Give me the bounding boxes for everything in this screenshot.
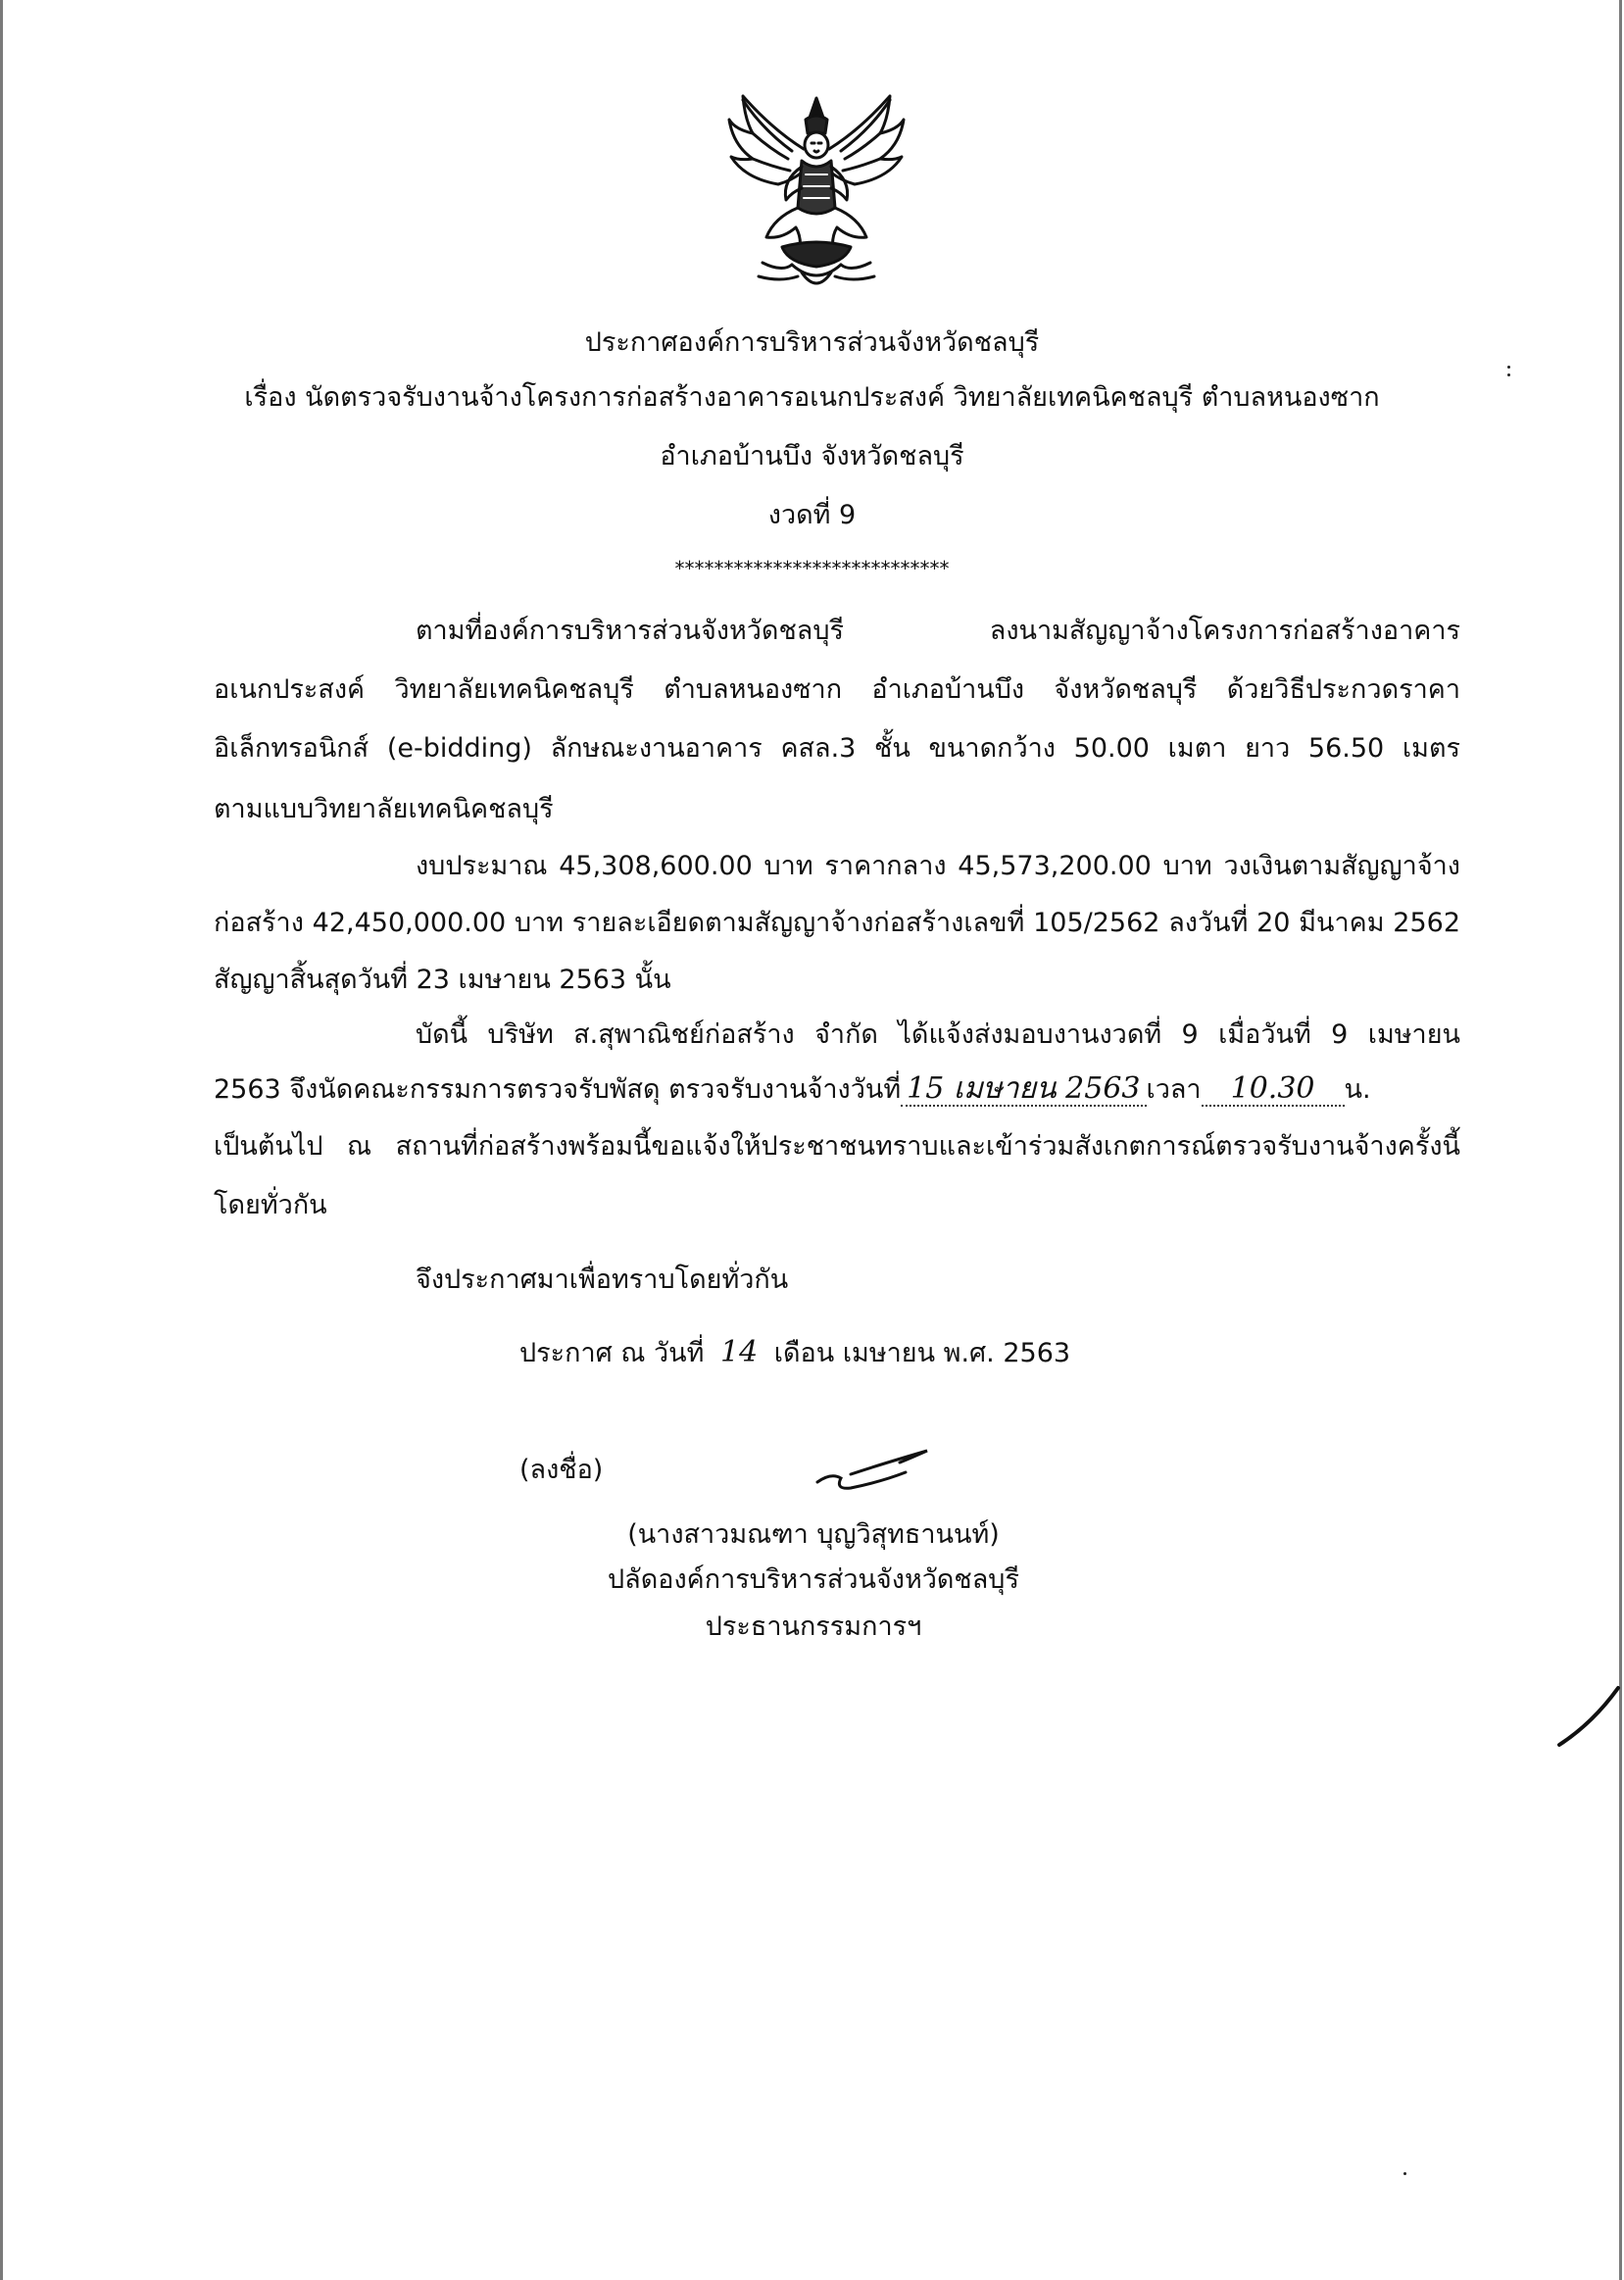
installment-label: งวดที่ 9 xyxy=(767,500,857,530)
inspection-date-handwritten: 15 เมษายน 2563 xyxy=(901,1073,1146,1107)
signatory-position: ปลัดองค์การบริหารส่วนจังหวัดชลบุรี xyxy=(608,1564,1019,1595)
inspection-time-label: เวลา xyxy=(1146,1074,1202,1105)
paragraph-1-line-4: ตามแบบวิทยาลัยเทคนิคชลบุรี xyxy=(214,794,554,824)
announcement-month-year: เดือน เมษายน พ.ศ. 2563 xyxy=(773,1338,1071,1368)
closing-statement: จึงประกาศมาเพื่อทราบโดยทั่วกัน xyxy=(416,1264,789,1295)
paragraph-3-line-4: โดยทั่วกัน xyxy=(214,1190,327,1220)
garuda-emblem-icon xyxy=(723,90,910,298)
paragraph-2-line-1: งบประมาณ 45,308,600.00 บาท ราคากลาง 45,573,200.00 บาท วงเงินตามสัญญาจ้าง xyxy=(416,851,1460,881)
left-scan-edge xyxy=(0,0,3,2280)
scan-dot xyxy=(1403,2172,1406,2175)
announcement-date-prefix: ประกาศ ณ วันที่ xyxy=(519,1338,705,1368)
separator-stars: **************************** xyxy=(674,557,950,580)
inspection-time-handwritten: 10.30 xyxy=(1202,1073,1345,1107)
issuer-title: ประกาศองค์การบริหารส่วนจังหวัดชลบุรี xyxy=(584,327,1040,358)
scan-dot xyxy=(1507,366,1510,369)
right-scan-edge xyxy=(1619,0,1622,2280)
paragraph-2-line-3: สัญญาสิ้นสุดวันที่ 23 เมษายน 2563 นั้น xyxy=(214,965,671,995)
paragraph-1-line-2: อเนกประสงค์ วิทยาลัยเทคนิคชลบุรี ตำบลหนองซาก อำเภอบ้านบึง จังหวัดชลบุรี ด้วยวิธีประกวดราคา xyxy=(214,674,1460,705)
subject-line-1: เรื่อง นัดตรวจรับงานจ้างโครงการก่อสร้างอาคารอเนกประสงค์ วิทยาลัยเทคนิคชลบุรี ตำบลหนองซาก xyxy=(244,382,1380,413)
signatory-name: (นางสาวมณฑา บุญวิสุทธานนท์) xyxy=(627,1519,1000,1550)
paragraph-1-line-1: ตามที่องค์การบริหารส่วนจังหวัดชลบุรี ลงนามสัญญาจ้างโครงการก่อสร้างอาคาร xyxy=(416,616,1460,646)
sign-label: (ลงชื่อ) xyxy=(519,1455,604,1485)
announcement-date xyxy=(519,1333,1070,1373)
subject-line-2: อำเภอบ้านบึง จังหวัดชลบุรี xyxy=(660,441,964,471)
announcement-day-handwritten: 14 xyxy=(720,1335,759,1369)
handwritten-signature-icon xyxy=(812,1443,949,1502)
paragraph-1-line-3: อิเล็กทรอนิกส์ (e-bidding) ลักษณะงานอาคาร คสล.3 ชั้น ขนาดกว้าง 50.00 เมตา ยาว 56.50 เมตร xyxy=(214,733,1460,764)
inspection-time-suffix: น. xyxy=(1344,1074,1371,1105)
margin-slash-mark-icon xyxy=(1553,1684,1622,1753)
inspection-date-prefix: 2563 จึงนัดคณะกรรมการตรวจรับพัสดุ ตรวจรับงานจ้างวันที่ xyxy=(214,1074,902,1105)
paragraph-2-line-2: ก่อสร้าง 42,450,000.00 บาท รายละเอียดตามสัญญาจ้างก่อสร้างเลขที่ 105/2562 ลงวันที่ 20 มีนาคม 2562 xyxy=(214,908,1460,938)
paragraph-3-line-2 xyxy=(214,1070,1460,1110)
signatory-role: ประธานกรรมการฯ xyxy=(705,1611,922,1642)
scan-dot xyxy=(1507,373,1510,376)
paragraph-3-line-3: เป็นต้นไป ณ สถานที่ก่อสร้างพร้อมนี้ขอแจ้งให้ประชาชนทราบและเข้าร่วมสังเกตการณ์ตรวจรับงานจ้างครั้งนี้ xyxy=(214,1131,1460,1162)
paragraph-3-line-1: บัดนี้ บริษัท ส.สุพาณิชย์ก่อสร้าง จำกัด ได้แจ้งส่งมอบงานงวดที่ 9 เมื่อวันที่ 9 เมษายน xyxy=(416,1019,1460,1050)
